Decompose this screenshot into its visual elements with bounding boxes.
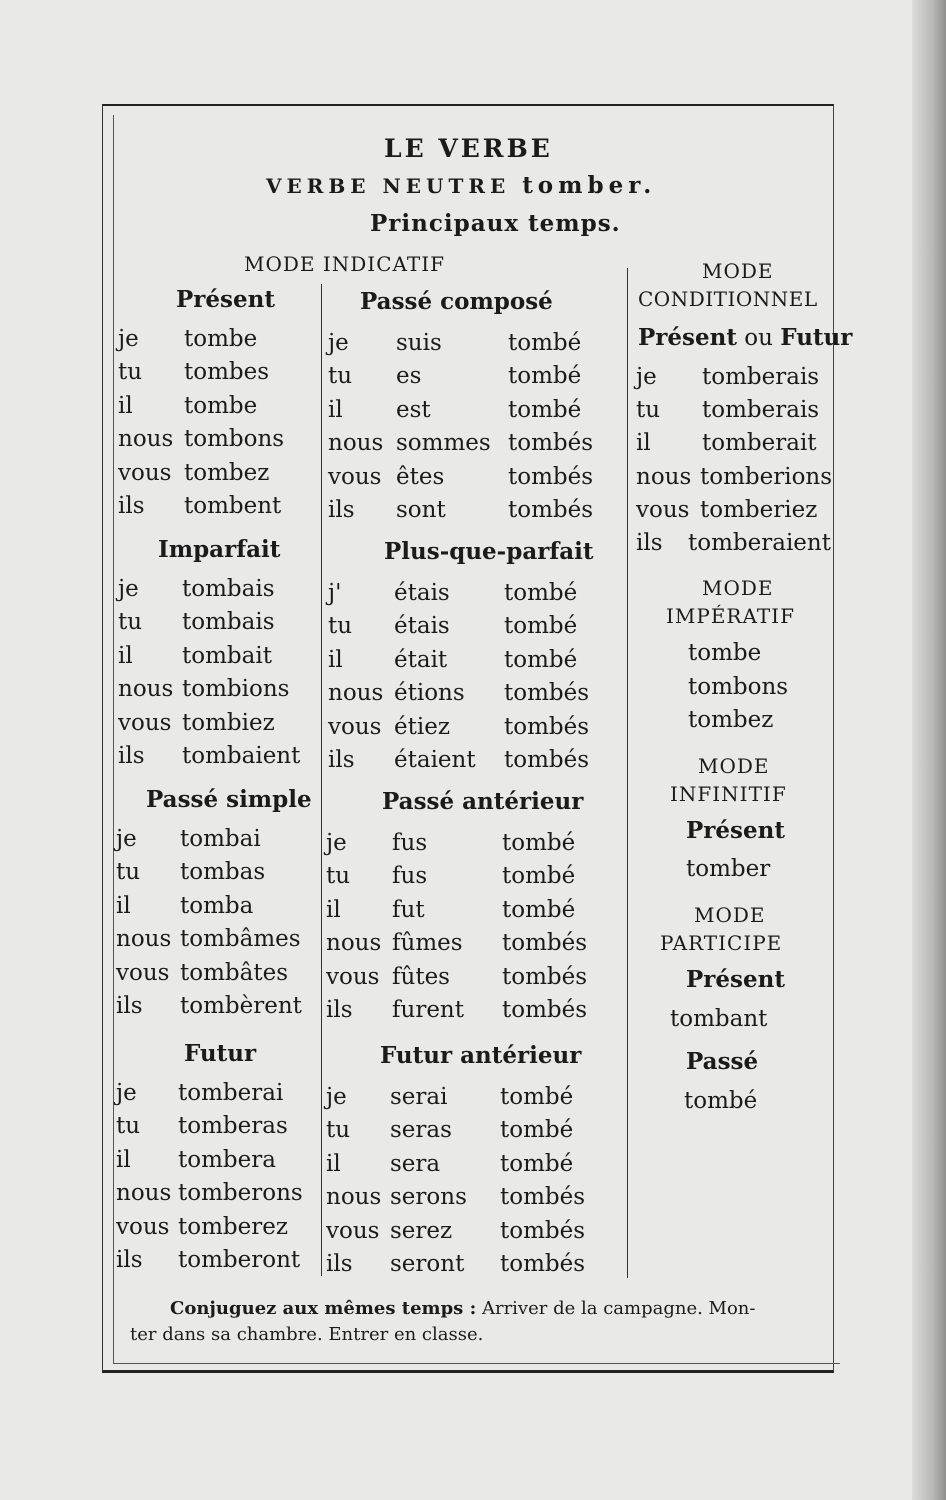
imparfait-row-1-pronoun: tu <box>118 609 143 635</box>
subtitle-principal-tenses: Principaux temps. <box>370 210 621 237</box>
plus_que_parfait-row-5-auxiliary: étaient <box>394 747 476 773</box>
futur_anterieur-row-3-participle: tombés <box>500 1184 586 1210</box>
present-row-2-verb: tombe <box>184 393 258 419</box>
plus_que_parfait-row-5-pronoun: ils <box>328 747 355 773</box>
conditionnel-row-3-pronoun: nous <box>636 464 692 490</box>
mode-infinitif-label: INFINITIF <box>670 782 787 806</box>
mode-infinitif-mode: MODE <box>698 754 770 778</box>
participe-passe-form: tombé <box>684 1088 758 1114</box>
conditionnel-row-0-verb: tomberais <box>702 364 820 390</box>
tense-title-futur_anterieur: Futur antérieur <box>380 1042 582 1069</box>
futur_anterieur-row-1-auxiliary: seras <box>390 1117 452 1143</box>
footer-line-1 <box>170 1300 755 1318</box>
futur-row-0-verb: tomberai <box>178 1080 284 1106</box>
present-row-1-pronoun: tu <box>118 359 143 385</box>
passe_anterieur-row-1-pronoun: tu <box>326 863 351 889</box>
futur_anterieur-row-3-pronoun: nous <box>326 1184 382 1210</box>
conditionnel-title-b: Futur <box>780 324 853 351</box>
conditionnel-row-5-pronoun: ils <box>636 530 663 556</box>
plus_que_parfait-row-2-participle: tombé <box>504 647 578 673</box>
passe_simple-row-2-verb: tomba <box>180 893 254 919</box>
futur-row-5-pronoun: ils <box>116 1247 143 1273</box>
imperatif-form-1: tombons <box>688 674 789 700</box>
passe_compose-row-0-auxiliary: suis <box>396 330 442 356</box>
futur-row-4-pronoun: vous <box>116 1214 170 1240</box>
imperatif-form-2: tombez <box>688 707 774 733</box>
imparfait-row-2-pronoun: il <box>118 643 133 669</box>
passe_anterieur-row-4-auxiliary: fûtes <box>392 964 450 990</box>
futur-row-2-pronoun: il <box>116 1147 131 1173</box>
plus_que_parfait-row-0-auxiliary: étais <box>394 580 450 606</box>
passe_simple-row-1-pronoun: tu <box>116 859 141 885</box>
mode-imperatif-label: IMPÉRATIF <box>666 604 795 628</box>
participe-passe-title: Passé <box>686 1048 759 1075</box>
futur_anterieur-row-2-participle: tombé <box>500 1151 574 1177</box>
footer-text-2: ter dans sa chambre. Entrer en classe. <box>130 1324 484 1345</box>
passe_compose-row-0-participle: tombé <box>508 330 582 356</box>
conditionnel-row-5-verb: tomberaient <box>688 530 831 556</box>
passe_compose-row-1-pronoun: tu <box>328 363 353 389</box>
plus_que_parfait-row-5-participle: tombés <box>504 747 590 773</box>
page-title: LE VERBE <box>384 134 553 163</box>
mode-indicatif-heading: MODE INDICATIF <box>244 252 445 276</box>
footer-text-1: Arriver de la campagne. Mon- <box>481 1298 756 1319</box>
tense-title-passe_anterieur: Passé antérieur <box>382 788 584 815</box>
passe_anterieur-row-5-auxiliary: furent <box>392 997 464 1023</box>
plus_que_parfait-row-3-auxiliary: étions <box>394 680 465 706</box>
participe-present-title: Présent <box>686 966 785 993</box>
passe_anterieur-row-1-auxiliary: fus <box>392 863 428 889</box>
passe_simple-row-5-pronoun: ils <box>116 993 143 1019</box>
plus_que_parfait-row-1-participle: tombé <box>504 613 578 639</box>
tense-title-imparfait: Imparfait <box>158 536 281 563</box>
passe_anterieur-row-2-pronoun: il <box>326 897 341 923</box>
passe_anterieur-row-4-pronoun: vous <box>326 964 380 990</box>
mode-participe-label: PARTICIPE <box>660 931 783 955</box>
plus_que_parfait-row-4-participle: tombés <box>504 714 590 740</box>
imparfait-row-3-verb: tombions <box>182 676 290 702</box>
conditionnel-row-1-pronoun: tu <box>636 397 661 423</box>
passe_compose-row-1-auxiliary: es <box>396 363 422 389</box>
passe_simple-row-3-pronoun: nous <box>116 926 172 952</box>
column-divider-2 <box>627 268 628 1278</box>
subtitle <box>266 174 656 197</box>
conditionnel-title-a: Présent <box>638 324 737 351</box>
present-row-5-pronoun: ils <box>118 493 145 519</box>
passe_compose-row-0-pronoun: je <box>328 330 349 356</box>
imparfait-row-1-verb: tombais <box>182 609 275 635</box>
conditionnel-title <box>638 326 852 350</box>
imparfait-row-5-pronoun: ils <box>118 743 145 769</box>
passe_simple-row-4-verb: tombâtes <box>180 960 288 986</box>
futur-row-2-verb: tombera <box>178 1147 276 1173</box>
futur_anterieur-row-2-pronoun: il <box>326 1151 341 1177</box>
passe_compose-row-1-participle: tombé <box>508 363 582 389</box>
subtitle-verb: tomber. <box>522 172 657 199</box>
subtitle-prefix: VERBE NEUTRE <box>266 174 511 198</box>
passe_compose-row-5-pronoun: ils <box>328 497 355 523</box>
futur_anterieur-row-5-auxiliary: seront <box>390 1251 465 1277</box>
plus_que_parfait-row-0-participle: tombé <box>504 580 578 606</box>
participe-present-form: tombant <box>670 1006 768 1032</box>
passe_compose-row-2-participle: tombé <box>508 397 582 423</box>
present-row-0-verb: tombe <box>184 326 258 352</box>
passe_compose-row-2-pronoun: il <box>328 397 343 423</box>
futur_anterieur-row-0-auxiliary: serai <box>390 1084 448 1110</box>
passe_simple-row-0-pronoun: je <box>116 826 137 852</box>
mode-conditionnel-label: CONDITIONNEL <box>638 287 818 311</box>
futur_anterieur-row-4-participle: tombés <box>500 1218 586 1244</box>
mode-imperatif-mode: MODE <box>702 576 774 600</box>
conditionnel-row-2-verb: tomberait <box>702 430 817 456</box>
futur_anterieur-row-5-pronoun: ils <box>326 1251 353 1277</box>
imparfait-row-0-verb: tombais <box>182 576 275 602</box>
present-row-1-verb: tombes <box>184 359 270 385</box>
footer-label: Conjuguez aux mêmes temps : <box>170 1298 477 1319</box>
futur-row-4-verb: tomberez <box>178 1214 288 1240</box>
imparfait-row-4-verb: tombiez <box>182 710 275 736</box>
futur-row-3-pronoun: nous <box>116 1180 172 1206</box>
mode-participe-mode: MODE <box>694 903 766 927</box>
futur_anterieur-row-5-participle: tombés <box>500 1251 586 1277</box>
present-row-3-pronoun: nous <box>118 426 174 452</box>
imparfait-row-0-pronoun: je <box>118 576 139 602</box>
imparfait-row-3-pronoun: nous <box>118 676 174 702</box>
imperatif-form-0: tombe <box>688 640 762 666</box>
tense-title-passe_simple: Passé simple <box>146 786 312 813</box>
imparfait-row-2-verb: tombait <box>182 643 272 669</box>
conditionnel-row-0-pronoun: je <box>636 364 657 390</box>
passe_anterieur-row-0-pronoun: je <box>326 830 347 856</box>
futur_anterieur-row-4-auxiliary: serez <box>390 1218 453 1244</box>
passe_anterieur-row-3-participle: tombés <box>502 930 588 956</box>
passe_compose-row-2-auxiliary: est <box>396 397 431 423</box>
futur_anterieur-row-1-pronoun: tu <box>326 1117 351 1143</box>
present-row-4-verb: tombez <box>184 460 270 486</box>
tense-title-plus_que_parfait: Plus-que-parfait <box>384 538 594 565</box>
futur_anterieur-row-0-participle: tombé <box>500 1084 574 1110</box>
passe_compose-row-4-participle: tombés <box>508 464 594 490</box>
plus_que_parfait-row-1-pronoun: tu <box>328 613 353 639</box>
passe_compose-row-5-auxiliary: sont <box>396 497 446 523</box>
passe_compose-row-5-participle: tombés <box>508 497 594 523</box>
passe_anterieur-row-5-pronoun: ils <box>326 997 353 1023</box>
passe_anterieur-row-3-auxiliary: fûmes <box>392 930 463 956</box>
passe_simple-row-5-verb: tombèrent <box>180 993 302 1019</box>
infinitif-form: tomber <box>686 856 771 882</box>
plus_que_parfait-row-2-pronoun: il <box>328 647 343 673</box>
plus_que_parfait-row-2-auxiliary: était <box>394 647 448 673</box>
passe_anterieur-row-4-participle: tombés <box>502 964 588 990</box>
passe_simple-row-4-pronoun: vous <box>116 960 170 986</box>
passe_anterieur-row-2-auxiliary: fut <box>392 897 425 923</box>
futur_anterieur-row-3-auxiliary: serons <box>390 1184 467 1210</box>
passe_anterieur-row-1-participle: tombé <box>502 863 576 889</box>
futur-row-0-pronoun: je <box>116 1080 137 1106</box>
futur_anterieur-row-2-auxiliary: sera <box>390 1151 441 1177</box>
futur-row-1-pronoun: tu <box>116 1113 141 1139</box>
passe_anterieur-row-5-participle: tombés <box>502 997 588 1023</box>
imparfait-row-4-pronoun: vous <box>118 710 172 736</box>
present-row-5-verb: tombent <box>184 493 282 519</box>
futur-row-3-verb: tomberons <box>178 1180 303 1206</box>
column-divider-1 <box>321 284 322 1276</box>
futur_anterieur-row-0-pronoun: je <box>326 1084 347 1110</box>
futur_anterieur-row-4-pronoun: vous <box>326 1218 380 1244</box>
futur-row-5-verb: tomberont <box>178 1247 301 1273</box>
passe_compose-row-4-pronoun: vous <box>328 464 382 490</box>
infinitif-title: Présent <box>686 817 785 844</box>
present-row-4-pronoun: vous <box>118 460 172 486</box>
mode-conditionnel-mode: MODE <box>702 259 774 283</box>
plus_que_parfait-row-4-auxiliary: étiez <box>394 714 450 740</box>
passe_simple-row-1-verb: tombas <box>180 859 266 885</box>
tense-title-passe_compose: Passé composé <box>360 288 553 315</box>
passe_anterieur-row-0-participle: tombé <box>502 830 576 856</box>
conditionnel-row-2-pronoun: il <box>636 430 651 456</box>
present-row-2-pronoun: il <box>118 393 133 419</box>
futur_anterieur-row-1-participle: tombé <box>500 1117 574 1143</box>
futur-row-1-verb: tomberas <box>178 1113 288 1139</box>
conditionnel-row-4-verb: tomberiez <box>700 497 818 523</box>
passe_simple-row-2-pronoun: il <box>116 893 131 919</box>
passe_simple-row-3-verb: tombâmes <box>180 926 301 952</box>
passe_anterieur-row-0-auxiliary: fus <box>392 830 428 856</box>
conditionnel-row-1-verb: tomberais <box>702 397 820 423</box>
plus_que_parfait-row-3-participle: tombés <box>504 680 590 706</box>
passe_anterieur-row-2-participle: tombé <box>502 897 576 923</box>
present-row-3-verb: tombons <box>184 426 285 452</box>
conditionnel-row-3-verb: tomberions <box>700 464 833 490</box>
imparfait-row-5-verb: tombaient <box>182 743 301 769</box>
plus_que_parfait-row-3-pronoun: nous <box>328 680 384 706</box>
passe_compose-row-3-auxiliary: sommes <box>396 430 491 456</box>
passe_compose-row-3-pronoun: nous <box>328 430 384 456</box>
conditionnel-row-4-pronoun: vous <box>636 497 690 523</box>
tense-title-present: Présent <box>176 286 275 313</box>
passe_anterieur-row-3-pronoun: nous <box>326 930 382 956</box>
plus_que_parfait-row-4-pronoun: vous <box>328 714 382 740</box>
passe_simple-row-0-verb: tombai <box>180 826 261 852</box>
present-row-0-pronoun: je <box>118 326 139 352</box>
tense-title-futur: Futur <box>184 1040 257 1067</box>
conditionnel-title-or: ou <box>744 325 773 351</box>
passe_compose-row-3-participle: tombés <box>508 430 594 456</box>
page-edge <box>912 0 946 1500</box>
plus_que_parfait-row-1-auxiliary: étais <box>394 613 450 639</box>
plus_que_parfait-row-0-pronoun: j' <box>328 580 342 606</box>
passe_compose-row-4-auxiliary: êtes <box>396 464 445 490</box>
